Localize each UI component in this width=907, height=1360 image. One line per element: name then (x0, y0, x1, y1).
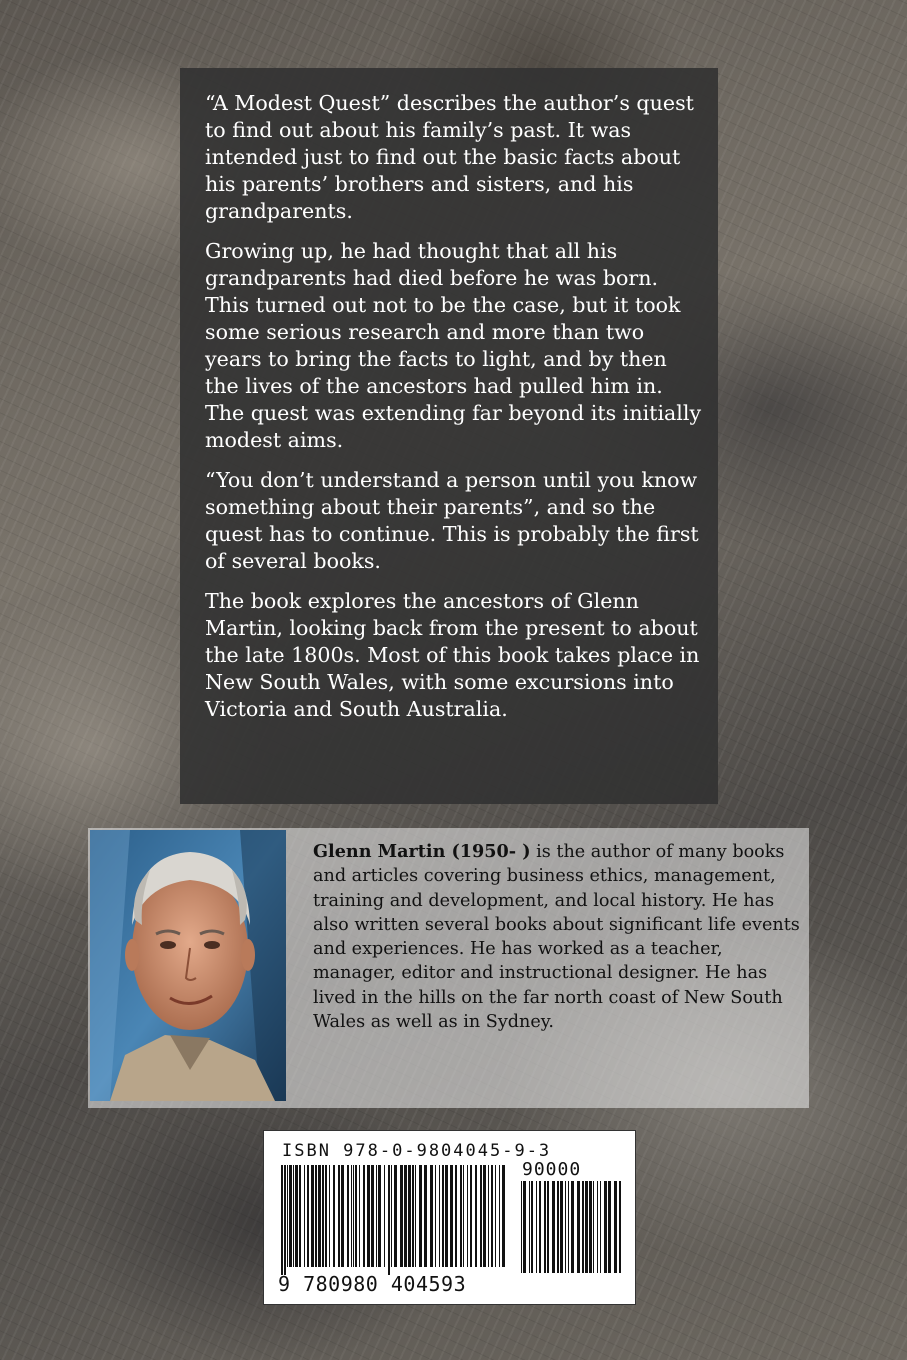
barcode-bar (355, 1165, 357, 1267)
blurb-paragraph-3: “You don’t understand a person until you know something about their parents”, and so the quest has to continue. This is probably the first of several books. (205, 468, 699, 573)
barcode-bar (536, 1181, 537, 1273)
barcode-bar (376, 1165, 377, 1267)
barcode-bar (442, 1165, 444, 1267)
barcode-bar (467, 1165, 468, 1267)
price-addon-number: 90000 (522, 1159, 582, 1180)
barcode-bar (604, 1181, 607, 1273)
barcode-bar (415, 1165, 416, 1267)
barcode-bar (480, 1165, 482, 1267)
barcode-bar (495, 1165, 496, 1267)
barcode-bar (435, 1165, 436, 1267)
barcode-bar (315, 1165, 317, 1267)
blurb-panel (180, 68, 718, 804)
barcode-bar (577, 1181, 580, 1273)
barcode-bar (608, 1181, 611, 1273)
barcode-bar (284, 1165, 286, 1275)
barcode-bar (424, 1165, 427, 1267)
barcode-bar (539, 1181, 541, 1273)
barcode-bar (488, 1165, 489, 1267)
barcode-bar (619, 1181, 621, 1273)
barcode-bar (293, 1165, 294, 1267)
barcode-bar (502, 1165, 505, 1267)
barcode-bar (463, 1165, 464, 1267)
barcode-bar (287, 1165, 288, 1267)
blurb-paragraph-4: The book explores the ancestors of Glenn Martin, looking back from the present to about the late 1800s. Most of this book takes place in New South Wales, with some excursions into Victoria and South Australia. (205, 589, 700, 721)
barcode-bar (307, 1165, 309, 1267)
barcode-bar (367, 1165, 370, 1267)
barcode-bar (475, 1165, 477, 1267)
author-photo (90, 830, 286, 1101)
barcode-bar (289, 1165, 292, 1267)
barcode-bar (600, 1181, 601, 1273)
barcode-bar (529, 1181, 530, 1273)
barcode-bar (483, 1165, 486, 1267)
author-bio-text (313, 840, 805, 1034)
addon-barcode-bars (519, 1181, 624, 1296)
barcode-bar (359, 1165, 360, 1267)
barcode-bar (585, 1181, 588, 1273)
barcode-bar (318, 1165, 321, 1267)
barcode-bar (322, 1165, 324, 1267)
barcode-bar (470, 1165, 472, 1267)
barcode-bar (499, 1165, 500, 1267)
barcode-bar (582, 1181, 584, 1273)
barcode-bar (341, 1165, 344, 1267)
barcode-bar (450, 1165, 453, 1267)
barcode-bar (430, 1165, 433, 1267)
barcode-bar (333, 1165, 335, 1267)
barcode-bar (347, 1165, 349, 1267)
barcode-bar (404, 1165, 407, 1267)
barcode-bar (565, 1181, 566, 1273)
barcode-bar (388, 1165, 390, 1275)
barcode-bar (568, 1181, 569, 1273)
barcode-bar (371, 1165, 374, 1267)
barcode-bar (329, 1165, 330, 1267)
barcode-bar (445, 1165, 448, 1267)
blurb-paragraph-2: Growing up, he had thought that all his grandparents had died before he was born. This turned out not to be the case, but it took some serious research and more than two years to bring the facts to light, and by then the lives of the ancestors had pulled him in. The quest was extending far beyond its initially modest aims. (205, 239, 702, 452)
author-bio-panel (88, 828, 809, 1108)
author-bio-body: is the author of many books and articles covering business ethics, management, training and development, and local history. He has also written several books about significant life events and experiences. He has worked as a teacher, manager, editor and instructional designer. He has lived in the hills on the far north coast of New South Wales as well as in Sydney. (313, 842, 800, 1033)
barcode-bar (460, 1165, 462, 1267)
barcode-bar (311, 1165, 314, 1267)
barcode-bar (523, 1181, 526, 1273)
ean-barcode-bars (279, 1165, 507, 1275)
barcode-bar (544, 1181, 546, 1273)
isbn-barcode (263, 1130, 636, 1305)
barcode-bar (521, 1181, 522, 1273)
barcode-bar (353, 1165, 354, 1267)
barcode-bar (394, 1165, 397, 1267)
barcode-bar (547, 1181, 549, 1273)
author-name: Glenn Martin (1950- ) (313, 841, 531, 862)
barcode-bar (400, 1165, 403, 1267)
barcode-bar (531, 1181, 533, 1273)
barcode-bar (593, 1181, 594, 1273)
barcode-bar (491, 1165, 493, 1267)
barcode-bar (560, 1181, 563, 1273)
barcode-bar (351, 1165, 352, 1267)
barcode-bar (384, 1165, 385, 1267)
isbn-label: ISBN 978-0-9804045-9-3 (282, 1141, 552, 1161)
ean-number: 9 780980 404593 (278, 1272, 467, 1296)
barcode-bar (295, 1165, 298, 1267)
barcode-bar (325, 1165, 327, 1267)
barcode-bar (557, 1181, 559, 1273)
barcode-bar (589, 1181, 592, 1273)
barcode-bar (304, 1165, 305, 1267)
barcode-bar (338, 1165, 340, 1267)
barcode-bar (408, 1165, 411, 1267)
barcode-bar (281, 1165, 283, 1275)
barcode-bar (455, 1165, 457, 1267)
barcode-bar (412, 1165, 414, 1267)
barcode-bar (614, 1181, 617, 1273)
barcode-bar (378, 1165, 381, 1267)
barcode-bar (391, 1165, 392, 1267)
barcode-bar (571, 1181, 574, 1273)
blurb-paragraph-1: “A Modest Quest” describes the author’s quest to find out about his family’s past. It was intended just to find out the basic facts about his parents’ brothers and sisters, and his grandparents. (205, 91, 694, 223)
barcode-bar (363, 1165, 365, 1267)
barcode-bar (419, 1165, 422, 1267)
barcode-bar (552, 1181, 555, 1273)
barcode-bar (299, 1165, 301, 1267)
barcode-bar (439, 1165, 440, 1267)
barcode-bar (597, 1181, 598, 1273)
